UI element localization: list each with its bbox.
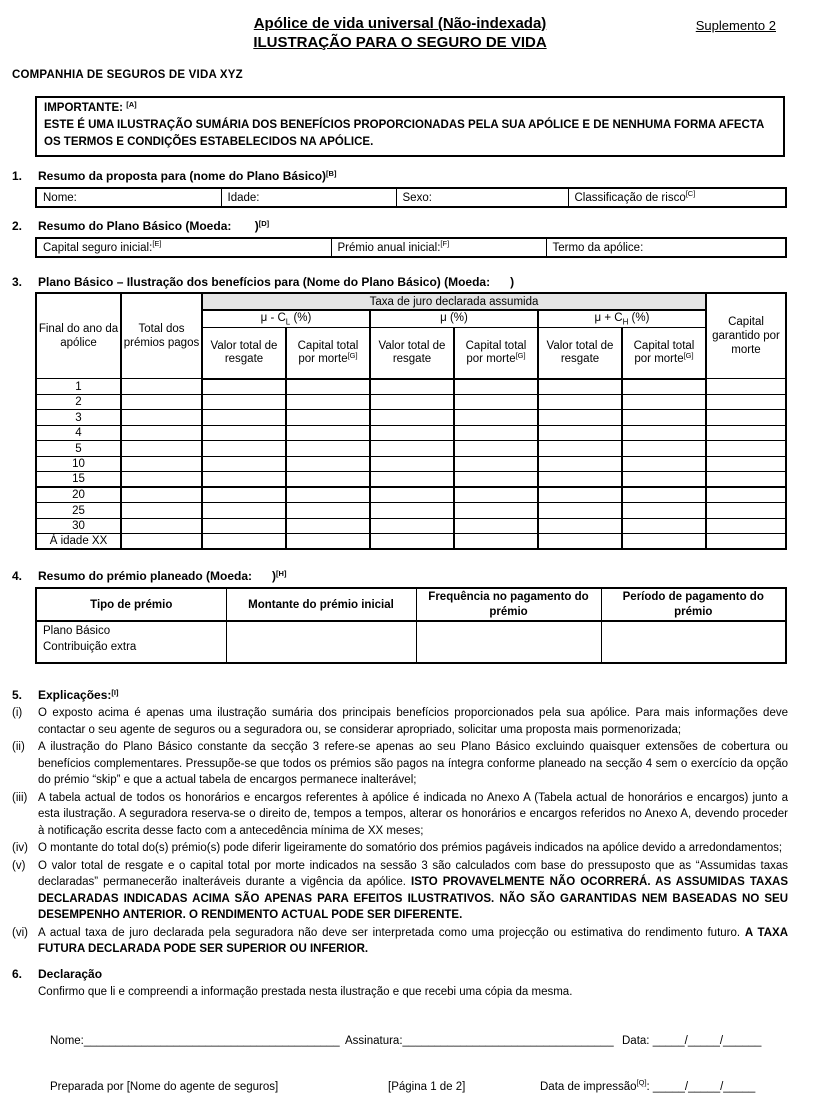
signature-field: [345, 1035, 614, 1047]
empty-value-cell: [202, 410, 286, 426]
explanation-item-label: (i): [12, 707, 23, 720]
premium-table-body: [36, 621, 786, 663]
explanation-item-label: (v): [12, 859, 26, 872]
footnote-ref-d: [D]: [258, 218, 270, 228]
empty-value-cell: [538, 503, 622, 519]
section6-heading: [12, 967, 788, 982]
empty-value-cell: [706, 441, 786, 457]
empty-value-cell: [202, 456, 286, 472]
table-row: [36, 621, 786, 663]
empty-value-cell: [370, 410, 454, 426]
important-notice-box: [35, 96, 785, 157]
benefit-table-row: [36, 518, 786, 534]
section-proposal-summary: [12, 169, 788, 208]
benefit-table-row: [36, 410, 786, 426]
empty-value-cell: [454, 472, 538, 488]
empty-value-cell: [202, 518, 286, 534]
table-row: [36, 588, 786, 621]
section4-heading: [12, 569, 788, 585]
date-label: Data:: [622, 1034, 650, 1047]
premium-type-cell: [36, 621, 226, 663]
premium-type-extra-contribution: Contribuição extra: [43, 640, 137, 653]
empty-value-cell: [286, 472, 370, 488]
footer-info-row: [12, 1078, 788, 1098]
footnote-ref-g: [G]: [347, 350, 358, 360]
benefit-table-row: [36, 503, 786, 519]
rate-header-high: $\mu + C_H$ (%): [538, 310, 706, 328]
field-classificacao-risco: Classificação de risco[C]: [568, 188, 786, 207]
signature-fill-line: _________________________________: [402, 1034, 614, 1047]
footnote-ref-i: [I]: [111, 687, 119, 697]
benefit-table-row: [36, 441, 786, 457]
policy-year-cell: 25: [36, 503, 121, 519]
section2-number: 2.: [12, 219, 23, 233]
footnote-ref-f: [F]: [440, 239, 450, 248]
empty-value-cell: [454, 379, 538, 395]
date-field: [622, 1035, 761, 1047]
benefit-table-head: [36, 293, 786, 379]
col-header-payment-period: Período de pagamento do prémio: [601, 588, 786, 621]
section6-number: 6.: [12, 966, 23, 981]
empty-value-cell: [416, 621, 601, 663]
col-header-surrender-value: Valor total de resgate: [370, 328, 454, 379]
empty-value-cell: [370, 518, 454, 534]
empty-value-cell: [202, 441, 286, 457]
policy-year-cell: 30: [36, 518, 121, 534]
name-label: Nome:: [50, 1034, 84, 1047]
benefit-table-row: [36, 425, 786, 441]
empty-value-cell: [622, 534, 706, 550]
empty-value-cell: [370, 534, 454, 550]
empty-value-cell: [286, 379, 370, 395]
empty-value-cell: [121, 425, 202, 441]
col-header-death-benefit: Capital total por morte[G]: [286, 328, 370, 379]
supplement-label: Suplemento 2: [695, 18, 776, 33]
empty-value-cell: [706, 425, 786, 441]
empty-value-cell: [202, 487, 286, 503]
premium-type-basic-plan: Plano Básico: [43, 625, 111, 638]
explanation-item-label: (iv): [12, 842, 28, 855]
empty-value-cell: [286, 394, 370, 410]
page-indicator: [Página 1 de 2]: [388, 1080, 466, 1093]
empty-value-cell: [706, 487, 786, 503]
section4-number: 4.: [12, 569, 23, 584]
empty-value-cell: [538, 441, 622, 457]
empty-value-cell: [286, 425, 370, 441]
section2-title: Resumo do Plano Básico (Moeda: )[D]: [38, 218, 270, 233]
rate-header-mid: μ (%): [370, 310, 538, 328]
empty-value-cell: [454, 518, 538, 534]
explanation-item: [12, 739, 788, 789]
empty-value-cell: [202, 425, 286, 441]
col-header-payment-frequency: Frequência no pagamento do prémio: [416, 588, 601, 621]
table-row: [36, 293, 786, 310]
empty-value-cell: [622, 487, 706, 503]
table-row: [36, 188, 786, 207]
empty-value-cell: [622, 379, 706, 395]
name-signature-field: [50, 1035, 340, 1047]
benefit-table-row: [36, 472, 786, 488]
policy-year-cell: 15: [36, 472, 121, 488]
empty-value-cell: [622, 472, 706, 488]
print-date-label: Data de impressão: [540, 1080, 637, 1093]
empty-value-cell: [706, 518, 786, 534]
explanation-list: [12, 705, 788, 958]
section6-title: Declaração: [38, 966, 103, 981]
field-premio-anual: Prémio anual inicial:[F]: [331, 238, 546, 257]
basic-plan-table: [35, 237, 787, 258]
empty-value-cell: [454, 456, 538, 472]
empty-value-cell: [538, 472, 622, 488]
policy-year-cell: 2: [36, 394, 121, 410]
col-header-guaranteed-death-benefit: Capital garantido por morte: [706, 293, 786, 379]
empty-value-cell: [454, 441, 538, 457]
signature-row: [12, 1035, 788, 1052]
empty-value-cell: [286, 534, 370, 550]
footnote-ref-q: [Q]: [636, 1078, 647, 1088]
section3-heading: [12, 275, 788, 290]
table-row: [36, 238, 786, 257]
section-basic-plan-summary: [12, 219, 788, 258]
policy-year-cell: 1: [36, 379, 121, 395]
empty-value-cell: [706, 534, 786, 550]
explanation-item-label: (vi): [12, 926, 28, 939]
policy-year-cell: 10: [36, 456, 121, 472]
explanation-item-text: A actual taxa de juro declarada pela seguradora não deve ser interpretada como uma projecção ou estimativa do rendimento futuro. A TAXA FUTURA DECLARADA PODE SER SUPERIOR OU INFERIOR.: [38, 926, 789, 956]
explanation-item-text: O exposto acima é apenas uma ilustração sumária dos principais benefícios proporcionados pela sua apólice. Para mais informações deve contactar o seu agente de seguros ou a seguradora ou, se considerar apropriado, solicitar uma proposta mais pormenorizada;: [38, 707, 788, 736]
explanation-item: [12, 858, 788, 924]
empty-value-cell: [622, 394, 706, 410]
empty-value-cell: [454, 410, 538, 426]
benefit-table-row: [36, 456, 786, 472]
footnote-ref-g: [G]: [683, 350, 694, 360]
col-header-assumed-rate-group: Taxa de juro declarada assumida: [202, 293, 706, 310]
empty-value-cell: [622, 503, 706, 519]
section-benefit-illustration: [12, 275, 788, 550]
col-header-policy-year: Final do ano da apólice: [36, 293, 121, 379]
section1-title: Resumo da proposta para (nome do Plano Básico)[B]: [38, 168, 337, 183]
rate-header-low: μ - $C_L$ (%): [202, 310, 370, 328]
empty-value-cell: [370, 472, 454, 488]
col-header-death-benefit: Capital total por morte[G]: [454, 328, 538, 379]
field-capital-seguro: Capital seguro inicial:[E]: [36, 238, 331, 257]
empty-value-cell: [370, 503, 454, 519]
explanation-item-text: O valor total de resgate e o capital total por morte indicados na sessão 3 são calculados com base do pressuposto que as “Assumidas taxas declaradas” permanecerão inalteráveis durante a vigência da apólice. ISTO PROVAVELMENTE NÃO OCORRERÁ. AS ASSUMIDAS TAXAS DECLARADAS INDICADAS ACIMA SÃO APENAS PARA EFEITOS ILUSTRATIVOS. NÃO SÃO GARANTIDAS NEM BASEADAS NO SEU DESEMPENHO ANTERIOR. O RENDIMENTO ACTUAL PODE SER DIFERENTE.: [38, 859, 788, 922]
col-header-initial-premium-amount: Montante do prémio inicial: [226, 588, 416, 621]
empty-value-cell: [370, 394, 454, 410]
empty-value-cell: [706, 456, 786, 472]
empty-value-cell: [538, 487, 622, 503]
section5-title: Explicações:[I]: [38, 687, 119, 703]
policy-year-cell: 3: [36, 410, 121, 426]
benefit-table-body: [36, 379, 786, 550]
field-termo-apolice: Termo da apólice:: [546, 238, 786, 257]
empty-value-cell: [226, 621, 416, 663]
empty-value-cell: [370, 456, 454, 472]
empty-value-cell: [121, 487, 202, 503]
explanation-item-text: A tabela actual de todos os honorários e encargos referentes à apólice é indicada no Anexo A (Tabela actual de honorários e encargos) junto a esta ilustração. A seguradora reserva-se o direito de, tempos a tempos, alterar os honorários e encargos referidos no Anexo A, devendo proceder à notificação escrita desse facto com a antecedência mínima de XX meses;: [38, 791, 788, 837]
empty-value-cell: [121, 456, 202, 472]
empty-value-cell: [454, 487, 538, 503]
empty-value-cell: [121, 534, 202, 550]
empty-value-cell: [121, 472, 202, 488]
empty-value-cell: [286, 441, 370, 457]
empty-value-cell: [706, 394, 786, 410]
section4-title: Resumo do prémio planeado (Moeda: )[H]: [38, 568, 287, 584]
empty-value-cell: [286, 487, 370, 503]
field-idade: Idade:: [221, 188, 396, 207]
section2-heading: [12, 219, 788, 235]
empty-value-cell: [538, 456, 622, 472]
important-body: ESTE É UMA ILUSTRAÇÃO SUMÁRIA DOS BENEFÍCIOS PROPORCIONADAS PELA SUA APÓLICE E DE NENHUMA FORMA AFECTA OS TERMOS E CONDIÇÕES ESTABELECIDOS NA APÓLICE.: [44, 119, 764, 148]
empty-value-cell: [454, 534, 538, 550]
empty-value-cell: [538, 379, 622, 395]
empty-value-cell: [121, 503, 202, 519]
empty-value-cell: [622, 425, 706, 441]
footnote-ref-e: [E]: [152, 239, 162, 248]
empty-value-cell: [706, 472, 786, 488]
signature-label: Assinatura:: [345, 1034, 403, 1047]
footnote-ref-c: [C]: [685, 189, 696, 198]
empty-value-cell: [622, 456, 706, 472]
empty-value-cell: [706, 410, 786, 426]
empty-value-cell: [622, 441, 706, 457]
empty-value-cell: [370, 379, 454, 395]
empty-value-cell: [601, 621, 786, 663]
section-declaration: [12, 967, 788, 1001]
empty-value-cell: [121, 379, 202, 395]
empty-value-cell: [286, 518, 370, 534]
important-label: IMPORTANTE:: [44, 102, 127, 114]
col-header-total-premiums: Total dos prémios pagos: [121, 293, 202, 379]
empty-value-cell: [202, 503, 286, 519]
explanation-item-text: A ilustração do Plano Básico constante da secção 3 refere-se apenas ao seu Plano Básico excluindo quaisquer extensões de cobertura ou benefícios complementares. Pressupõe-se que todos os prémios são pagos na íntegra conforme planeado na secção 4 sem o exercício da opção do prémio “skip” e que a actual tabela de encargos permanece inalterável;: [38, 741, 788, 787]
explanation-item-label: (ii): [12, 741, 25, 754]
policy-year-cell: À idade XX: [36, 534, 121, 550]
explanation-item: [12, 790, 788, 840]
empty-value-cell: [121, 518, 202, 534]
planned-premium-table: [35, 587, 787, 664]
section5-number: 5.: [12, 688, 23, 703]
col-header-surrender-value: Valor total de resgate: [538, 328, 622, 379]
benefit-table-row: [36, 379, 786, 395]
benefit-table-row: [36, 394, 786, 410]
col-header-premium-type: Tipo de prémio: [36, 588, 226, 621]
empty-value-cell: [121, 394, 202, 410]
document-title-line2: ILUSTRAÇÃO PARA O SEGURO DE VIDA: [253, 34, 547, 51]
empty-value-cell: [370, 441, 454, 457]
section-explanations: [12, 688, 788, 958]
policy-year-cell: 5: [36, 441, 121, 457]
footnote-ref-h: [H]: [276, 568, 287, 578]
col-header-death-benefit: Capital total por morte[G]: [622, 328, 706, 379]
empty-value-cell: [706, 379, 786, 395]
date-fill-line: _____/_____/______: [649, 1034, 762, 1047]
explanation-item: [12, 705, 788, 738]
empty-value-cell: [454, 394, 538, 410]
empty-value-cell: [538, 425, 622, 441]
empty-value-cell: [286, 503, 370, 519]
empty-value-cell: [454, 425, 538, 441]
section1-heading: [12, 169, 788, 185]
empty-value-cell: [202, 534, 286, 550]
policy-year-cell: 20: [36, 487, 121, 503]
section1-number: 1.: [12, 169, 23, 183]
explanation-item: [12, 840, 788, 857]
empty-value-cell: [622, 518, 706, 534]
empty-value-cell: [622, 410, 706, 426]
section5-heading: [12, 688, 788, 704]
empty-value-cell: [202, 379, 286, 395]
empty-value-cell: [286, 456, 370, 472]
document-header: [12, 14, 788, 52]
footnote-ref-g: [G]: [515, 350, 526, 360]
print-date-fill-line: : _____/_____/_____: [646, 1080, 756, 1093]
name-fill-line: ________________________________________: [83, 1034, 340, 1047]
empty-value-cell: [706, 503, 786, 519]
benefit-table-row: [36, 534, 786, 550]
footnote-ref-b: [B]: [326, 168, 337, 178]
empty-value-cell: [370, 425, 454, 441]
benefit-table-row: [36, 487, 786, 503]
empty-value-cell: [121, 441, 202, 457]
empty-value-cell: [538, 410, 622, 426]
policy-year-cell: 4: [36, 425, 121, 441]
empty-value-cell: [202, 472, 286, 488]
empty-value-cell: [370, 487, 454, 503]
company-name: COMPANHIA DE SEGUROS DE VIDA XYZ: [12, 69, 243, 81]
field-sexo: Sexo:: [396, 188, 568, 207]
section3-title: Plano Básico – Ilustração dos benefícios para (Nome do Plano Básico) (Moeda: ): [38, 275, 515, 289]
empty-value-cell: [121, 410, 202, 426]
field-nome: Nome:: [36, 188, 221, 207]
empty-value-cell: [454, 503, 538, 519]
prepared-by-text: Preparada por [Nome do agente de seguros]: [50, 1080, 279, 1093]
empty-value-cell: [538, 518, 622, 534]
empty-value-cell: [538, 534, 622, 550]
explanation-item: [12, 925, 788, 958]
benefit-illustration-table: [35, 292, 787, 550]
declaration-text: Confirmo que li e compreendi a informação prestada nesta ilustração e que recebi uma cópia da mesma.: [38, 985, 573, 998]
premium-table-head: [36, 588, 786, 621]
explanation-item-label: (iii): [12, 791, 28, 804]
empty-value-cell: [538, 394, 622, 410]
proposal-summary-table: [35, 187, 787, 208]
explanation-item-text: O montante do total do(s) prémio(s) pode diferir ligeiramente do somatório dos prémios pagáveis indicados na apólice devido a arredondamentos;: [38, 842, 783, 855]
col-header-surrender-value: Valor total de resgate: [202, 328, 286, 379]
empty-value-cell: [286, 410, 370, 426]
document-title-line1: Apólice de vida universal (Não-indexada): [253, 15, 547, 32]
empty-value-cell: [202, 394, 286, 410]
section3-number: 3.: [12, 275, 23, 289]
section-planned-premium: [12, 569, 788, 664]
footnote-ref-a: [A]: [126, 99, 137, 109]
